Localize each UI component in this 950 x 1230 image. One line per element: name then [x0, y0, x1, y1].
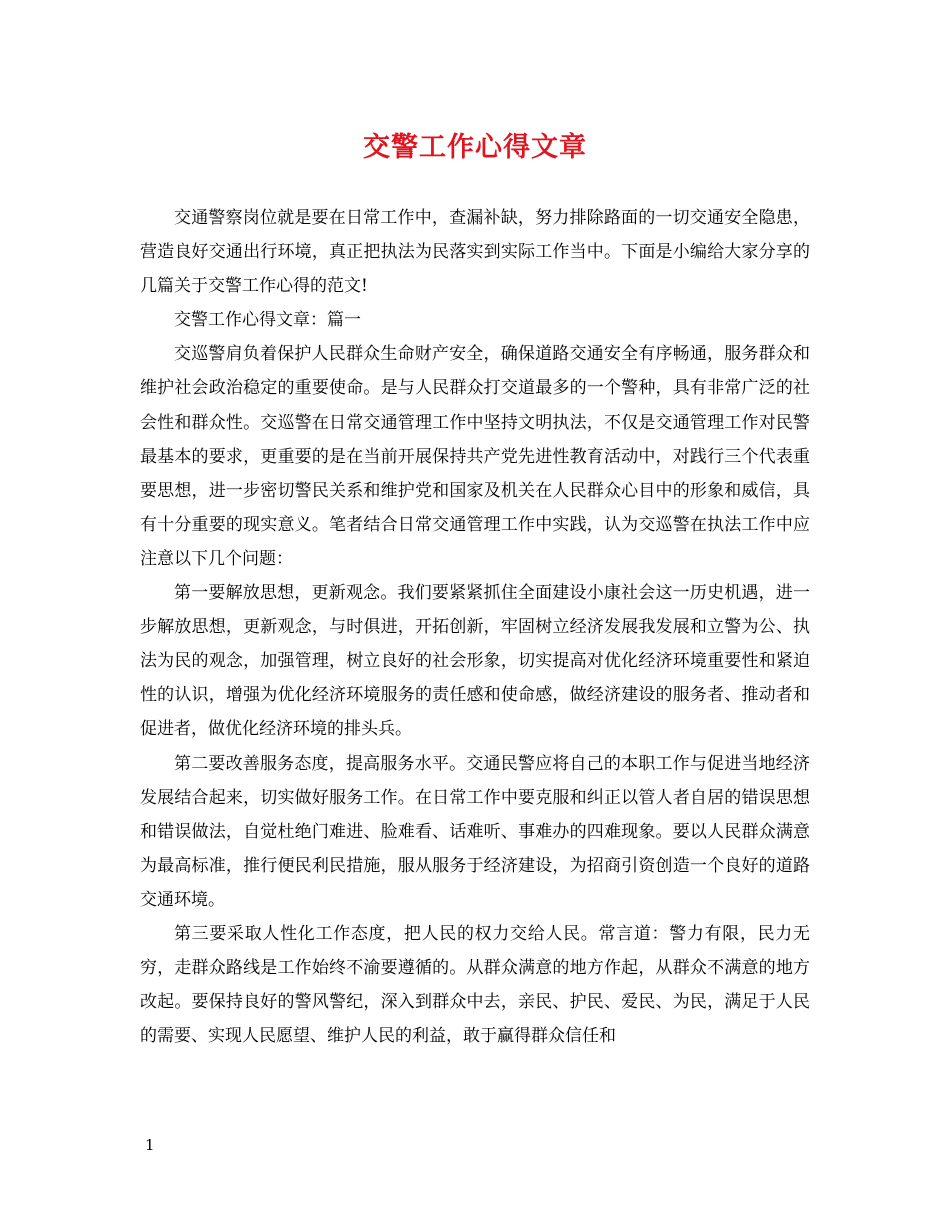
paragraph-body-1: 交巡警肩负着保护人民群众生命财产安全，确保道路交通安全有序畅通，服务群众和维护社会政治稳定的重要使命。是与人民群众打交道最多的一个警种，具有非常广泛的社会性和群众性。交巡警在日常交通管理工作中坚持文明执法，不仅是交通管理工作对民警最基本的要求，更重要的是在当前开展保持共产党先进性教育活动中，对践行三个代表重要思想，进一步密切警民关系和维护党和国家及机关在人民群众心目中的形象和威信，具有十分重要的现实意义。笔者结合日常交通管理工作中实践，认为交巡警在执法工作中应注意以下几个问题： [140, 344, 810, 569]
document-body [140, 201, 810, 1053]
paragraph-section-heading: 交警工作心得文章：篇一 [174, 310, 361, 331]
paragraph-body-2: 第一要解放思想，更新观念。我们要紧紧抓住全面建设小康社会这一历史机遇，进一步解放思想，更新观念，与时俱进，开拓创新，牢固树立经济发展我发展和立警为公、执法为民的观念，加强管理，树立良好的社会形象，切实提高对优化经济环境重要性和紧迫性的认识，增强为优化经济环境服务的责任感和使命感，做经济建设的服务者、推动者和促进者，做优化经济环境的排头兵。 [140, 583, 810, 740]
document-title: 交警工作心得文章 [363, 132, 587, 163]
paragraph-body-4: 第三要采取人性化工作态度，把人民的权力交给人民。常言道：警力有限，民力无穷，走群众路线是工作始终不渝要遵循的。从群众满意的地方作起，从群众不满意的地方改起。要保持良好的警风警纪，深入到群众中去，亲民、护民、爱民、为民，满足于人民的需要、实现人民愿望、维护人民的利益，敢于赢得群众信任和 [140, 923, 810, 1047]
page-number: 1 [145, 1136, 155, 1154]
paragraph-intro: 交通警察岗位就是要在日常工作中，查漏补缺，努力排除路面的一切交通安全隐患，营造良好交通出行环境，真正把执法为民落实到实际工作当中。下面是小编给大家分享的几篇关于交警工作心得的范文! [140, 208, 810, 297]
paragraph-body-3: 第二要改善服务态度，提高服务水平。交通民警应将自己的本职工作与促进当地经济发展结合起来，切实做好服务工作。在日常工作中要克服和纠正以管人者自居的错误思想和错误做法，自觉杜绝门难进、脸难看、话难听、事难办的四难现象。要以人民群众满意为最高标准，推行便民利民措施，服从服务于经济建设，为招商引资创造一个良好的道路交通环境。 [140, 753, 810, 910]
